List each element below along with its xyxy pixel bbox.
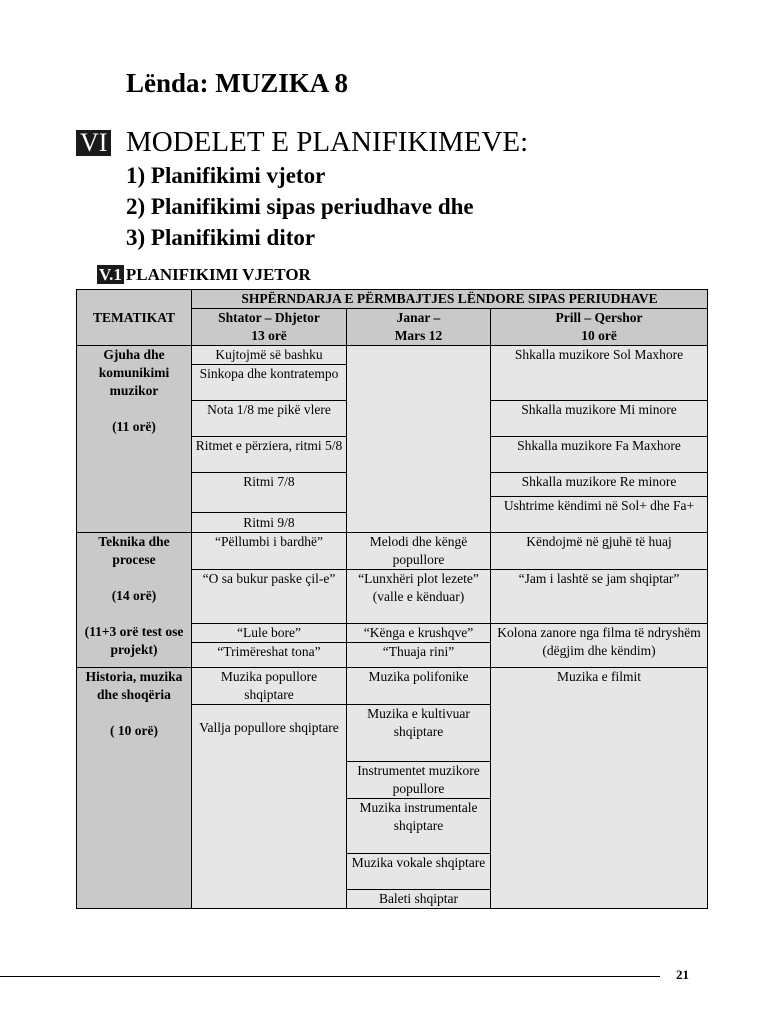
theme-name: Historia, muzika dhe shoqëria: [85, 669, 183, 702]
themes-header: TEMATIKAT: [77, 290, 192, 346]
topic-cell: Melodi dhe këngë popullore: [347, 533, 491, 570]
topic-cell: Muzika e filmit: [491, 668, 708, 909]
theme-hours: (11 orë): [112, 419, 156, 434]
page-number: 21: [676, 967, 689, 982]
topic-cell: Sinkopa dhe kontratempo: [192, 365, 347, 401]
empty-cell: [347, 346, 491, 533]
subsection-heading: [97, 265, 311, 285]
footer-rule: [0, 976, 660, 977]
theme-note: (11+3 orë test ose projekt): [84, 624, 184, 657]
plan-types-list: [126, 160, 474, 253]
topic-cell: Ritmi 9/8: [192, 513, 347, 533]
theme-cell: [77, 668, 192, 909]
topic-cell: Ritmi 7/8: [192, 473, 347, 513]
theme-hours: (14 orë): [111, 588, 157, 603]
theme-name: Gjuha dhe komunikimi muzikor: [98, 347, 170, 398]
topic-cell: Muzika polifonike: [347, 668, 491, 705]
distribution-header: SHPËRNDARJA E PËRMBAJTJES LËNDORE SIPAS PERIUDHAVE: [192, 290, 708, 309]
topic-cell: “Jam i lashtë se jam shqiptar”: [491, 570, 708, 624]
topic-cell: Instrumentet muzikore popullore: [347, 762, 491, 799]
topic-cell: Shkalla muzikore Fa Maxhore: [491, 437, 708, 473]
theme-name: Teknika dhe procese: [98, 534, 170, 567]
subsection-title: PLANIFIKIMI VJETOR: [125, 265, 311, 284]
plan-type-item: 3) Planifikimi ditor: [126, 225, 316, 250]
topic-cell: Nota 1/8 me pikë vlere: [192, 401, 347, 437]
topic-cell: Muzika vokale shqiptare: [347, 854, 491, 890]
theme-cell: [77, 533, 192, 668]
topic-cell: Shkalla muzikore Sol Maxhore: [491, 346, 708, 401]
plan-type-item: 2) Planifikimi sipas periudhave dhe: [126, 194, 474, 219]
topic-cell: “Lunxhëri plot lezete” (valle e kënduar): [347, 570, 491, 624]
topic-cell: “Kënga e krushqve”: [347, 624, 491, 643]
topic-cell: “Thuaja rini”: [347, 643, 491, 668]
section-number-badge: VI: [76, 130, 111, 156]
section-title: MODELET E PLANIFIKIMEVE:: [126, 126, 529, 158]
topic-cell: Vallja popullore shqiptare: [192, 705, 347, 909]
topic-cell: Muzika instrumentale shqiptare: [347, 799, 491, 854]
theme-hours: ( 10 orë): [110, 723, 158, 738]
plan-type-item: 1) Planifikimi vjetor: [126, 163, 326, 188]
subject-title: Lënda: MUZIKA 8: [126, 68, 349, 98]
topic-cell: “Lule bore”: [192, 624, 347, 643]
topic-cell: “Trimëreshat tona”: [192, 643, 347, 668]
topic-cell: Kujtojmë së bashku: [192, 346, 347, 365]
topic-cell: Shkalla muzikore Mi minore: [491, 401, 708, 437]
period-header: Shtator – Dhjetor 13 orë: [192, 309, 347, 346]
topic-cell: Këndojmë në gjuhë të huaj: [491, 533, 708, 570]
topic-cell: “O sa bukur paske çil-e”: [192, 570, 347, 624]
subsection-number-badge: V.1: [99, 265, 122, 284]
topic-cell: Ushtrime këndimi në Sol+ dhe Fa+: [491, 497, 708, 533]
topic-cell: Baleti shqiptar: [347, 890, 491, 909]
period-header: Prill – Qershor 10 orë: [491, 309, 708, 346]
theme-cell: [77, 346, 192, 533]
annual-plan-table: [76, 289, 708, 909]
topic-cell: Muzika popullore shqiptare: [192, 668, 347, 705]
topic-cell: Shkalla muzikore Re minore: [491, 473, 708, 497]
period-header: Janar – Mars 12: [347, 309, 491, 346]
topic-cell: “Pëllumbi i bardhë”: [192, 533, 347, 570]
topic-cell: Muzika e kultivuar shqiptare: [347, 705, 491, 762]
topic-cell: Kolona zanore nga filma të ndryshëm (dëgjim dhe këndim): [491, 624, 708, 668]
topic-cell: Ritmet e përziera, ritmi 5/8: [192, 437, 347, 473]
